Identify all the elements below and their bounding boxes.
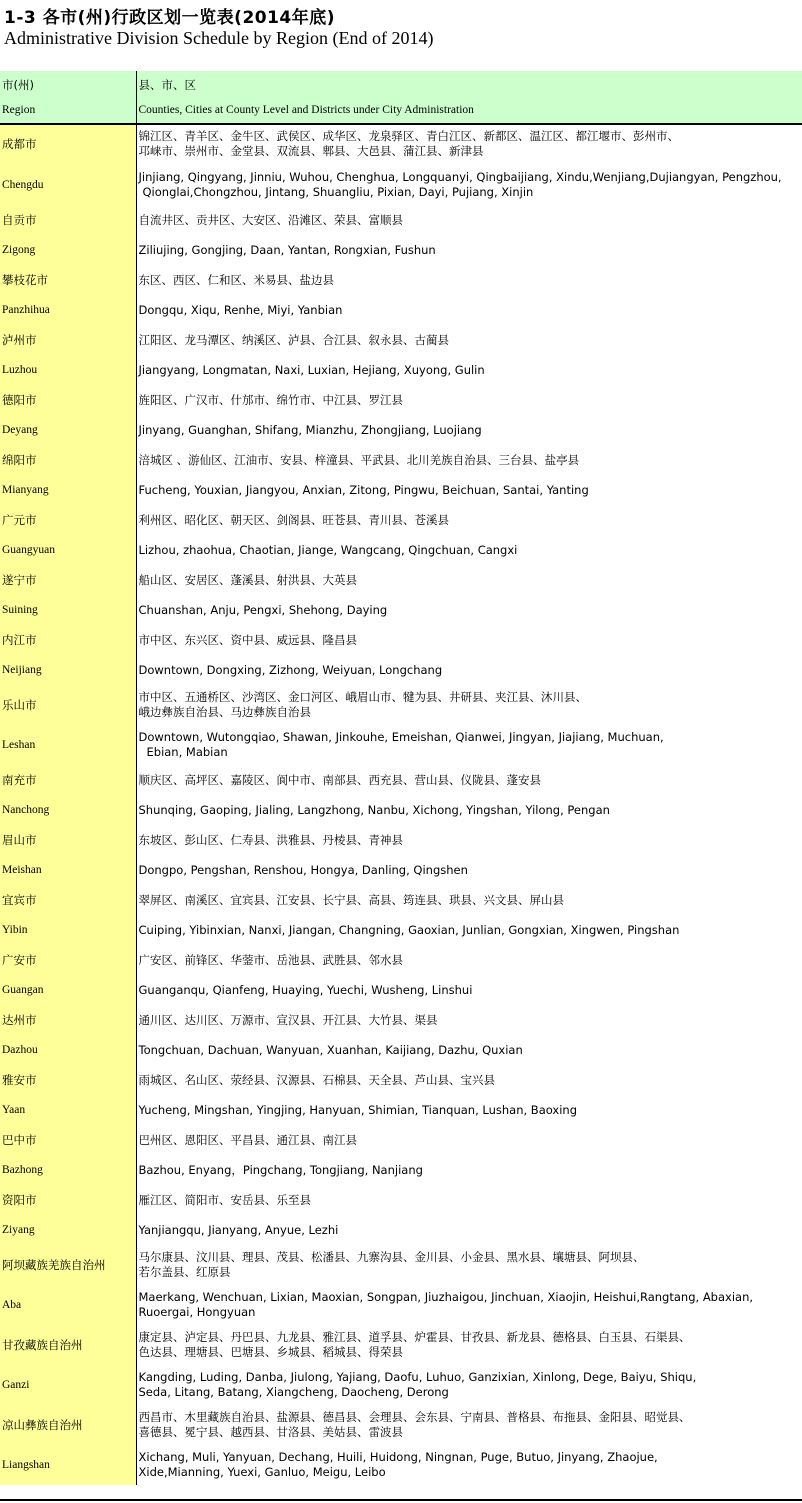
region-name-zh: 雅安市 [0,1065,136,1095]
county-list-line: 锦江区、青羊区、金牛区、武侯区、成华区、龙泉驿区、青白江区、新都区、温江区、都江堰市、彭州市、 [138,129,679,143]
county-list-zh [136,685,802,725]
county-list-line: Dongqu, Xiqu, Renhe, Miyi, Yanbian [138,302,343,317]
region-name-en: Ziyang [0,1215,136,1245]
table-row [0,295,802,325]
table-row [0,595,802,625]
county-list-en [136,1215,802,1245]
county-list-line: Chuanshan, Anju, Pengxi, Shehong, Daying [138,602,388,617]
county-list-en [136,295,802,325]
table-row [0,565,802,595]
region-name-zh: 甘孜藏族自治州 [0,1325,136,1365]
region-name-en: Guangan [0,975,136,1005]
county-list-line: Dongpo, Pengshan, Renshou, Hongya, Danling, Qingshen [138,862,468,877]
county-list-line: Ziliujing, Gongjing, Daan, Yantan, Rongxian, Fushun [138,242,436,257]
table-row [0,265,802,295]
region-name-zh: 巴中市 [0,1125,136,1155]
region-name-zh: 广安市 [0,945,136,975]
county-list-zh [136,1245,802,1285]
table-row [0,765,802,795]
header-counties-zh: 县、市、区 [136,71,802,97]
table-row [0,475,802,505]
table-row [0,1245,802,1285]
region-name-zh: 凉山彝族自治州 [0,1405,136,1445]
region-name-zh: 成都市 [0,123,136,165]
county-list-zh [136,1065,802,1095]
county-list-line: Downtown, Wutongqiao, Shawan, Jinkouhe, Emeishan, Qianwei, Jingyan, Jiajiang, Muchuan, [138,730,664,744]
county-list-line: 若尔盖县、红原县 [138,1265,231,1279]
region-name-en: Nanchong [0,795,136,825]
region-name-en: Panzhihua [0,295,136,325]
region-name-zh: 德阳市 [0,385,136,415]
county-list-en [136,725,802,765]
page-title-en: Administrative Division Schedule by Region (End of 2014) [4,28,434,48]
county-list-en [136,535,802,565]
table-row [0,1365,802,1405]
county-list-zh [136,505,802,535]
region-name-en: Liangshan [0,1445,136,1485]
table-row [0,825,802,855]
region-name-zh: 遂宁市 [0,565,136,595]
region-name-zh: 泸州市 [0,325,136,355]
county-list-line: Xichang, Muli, Yanyuan, Dechang, Huili, Huidong, Ningnan, Puge, Butuo, Jinyang, Zhaojue, [138,1450,658,1464]
county-list-line: 顺庆区、高坪区、嘉陵区、阆中市、南部县、西充县、营山县、仪陇县、蓬安县 [138,772,541,787]
county-list-line: 东区、西区、仁和区、米易县、盐边县 [138,272,334,287]
county-list-zh [136,325,802,355]
county-list-line: Qionglai,Chongzhou, Jintang, Shuangliu, Pixian, Dayi, Pujiang, Xinjin [142,185,534,199]
region-name-en: Bazhong [0,1155,136,1185]
region-name-zh: 自贡市 [0,205,136,235]
region-name-zh: 绵阳市 [0,445,136,475]
county-list-zh [136,1405,802,1445]
region-name-en: Deyang [0,415,136,445]
header-bottom-rule [0,123,802,125]
table-row [0,885,802,915]
county-list-zh [136,1325,802,1365]
region-name-en: Guangyuan [0,535,136,565]
table-row [0,975,802,1005]
table-row [0,445,802,475]
table-row [0,205,802,235]
county-list-zh [136,825,802,855]
county-list-en [136,355,802,385]
table-row [0,1155,802,1185]
county-list-en [136,235,802,265]
table-row [0,1035,802,1065]
county-list-line: Xide,Mianning, Yuexi, Ganluo, Meigu, Leibo [138,1465,386,1479]
table-row [0,1065,802,1095]
county-list-zh [136,385,802,415]
county-list-en [136,415,802,445]
county-list-en [136,1155,802,1185]
county-list-en [136,1035,802,1065]
county-list-zh [136,1185,802,1215]
county-list-line: 西昌市、木里藏族自治县、盐源县、德昌县、会理县、会东县、宁南县、普格县、布拖县、金阳县、昭觉县、 [138,1410,691,1424]
county-list-line: Jinjiang, Qingyang, Jinniu, Wuhou, Chenghua, Longquanyi, Qingbaijiang, Xindu,Wenjiang,Dujiangyan, Pengzhou, [138,170,782,184]
county-list-zh [136,885,802,915]
county-list-zh [136,445,802,475]
table-bottom-rule [0,1499,802,1501]
region-name-en: Yibin [0,915,136,945]
page-title-zh: 1-3 各市(州)行政区划一览表(2014年底) [4,8,336,28]
county-list-en [136,165,802,205]
county-list-line: Ruoergai, Hongyuan [138,1305,256,1319]
table-row [0,535,802,565]
county-list-line: Jinyang, Guanghan, Shifang, Mianzhu, Zhongjiang, Luojiang [138,422,482,437]
county-list-zh [136,565,802,595]
county-list-line: 涪城区 、游仙区、江油市、安县、梓潼县、平武县、北川羌族自治县、三台县、盐亭县 [138,452,580,467]
region-name-en: Dazhou [0,1035,136,1065]
county-list-line: Guanganqu, Qianfeng, Huaying, Yuechi, Wusheng, Linshui [138,982,473,997]
table-row [0,915,802,945]
table-row [0,385,802,415]
table-row [0,165,802,205]
county-list-line: Yanjiangqu, Jianyang, Anyue, Lezhi [138,1222,339,1237]
table-row [0,415,802,445]
county-list-zh [136,205,802,235]
region-name-en: Leshan [0,725,136,765]
table-row [0,1285,802,1325]
region-name-en: Zigong [0,235,136,265]
region-name-en: Yaan [0,1095,136,1125]
county-list-line: Seda, Litang, Batang, Xiangcheng, Daocheng, Derong [138,1385,449,1399]
table-row [0,505,802,535]
county-list-line: 马尔康县、汶川县、理县、茂县、松潘县、九寨沟县、金川县、小金县、黑水县、壤塘县、阿坝县、 [138,1250,645,1264]
region-name-en: Suining [0,595,136,625]
header-row-zh [0,71,802,97]
county-list-line: Fucheng, Youxian, Jiangyou, Anxian, Zitong, Pingwu, Beichuan, Santai, Yanting [138,482,589,497]
region-name-zh: 眉山市 [0,825,136,855]
county-list-zh [136,1005,802,1035]
county-list-zh [136,945,802,975]
table-row [0,1325,802,1365]
region-name-en: Ganzi [0,1365,136,1405]
table-row [0,1215,802,1245]
county-list-line: 江阳区、龙马潭区、纳溪区、泸县、合江县、叙永县、古蔺县 [138,332,449,347]
region-name-en: Meishan [0,855,136,885]
county-list-line: 喜德县、冕宁县、越西县、甘洛县、美姑县、雷波县 [138,1425,403,1439]
region-name-en: Luzhou [0,355,136,385]
county-list-line: Yucheng, Mingshan, Yingjing, Hanyuan, Shimian, Tianquan, Lushan, Baoxing [138,1102,578,1117]
county-list-en [136,915,802,945]
county-list-zh [136,625,802,655]
county-list-line: 翠屏区、南溪区、宜宾县、江安县、长宁县、高县、筠连县、珙县、兴文县、屏山县 [138,892,564,907]
county-list-en [136,1285,802,1325]
table-row [0,795,802,825]
table-row [0,1445,802,1485]
region-name-zh: 南充市 [0,765,136,795]
table-row [0,325,802,355]
table-row [0,235,802,265]
county-list-line: 利州区、昭化区、朝天区、剑阁县、旺苍县、青川县、苍溪县 [138,512,449,527]
county-list-line: 广安区、前锋区、华蓥市、岳池县、武胜县、邻水县 [138,952,403,967]
table-row [0,625,802,655]
county-list-line: Shunqing, Gaoping, Jialing, Langzhong, Nanbu, Xichong, Yingshan, Yilong, Pengan [138,802,610,817]
county-list-en [136,855,802,885]
county-list-en [136,1365,802,1405]
table-row [0,355,802,385]
county-list-zh [136,123,802,165]
region-name-en: Aba [0,1285,136,1325]
county-list-line: 雨城区、名山区、荥经县、汉源县、石棉县、天全县、芦山县、宝兴县 [138,1072,495,1087]
county-list-line: 雁江区、简阳市、安岳县、乐至县 [138,1192,311,1207]
county-list-line: 自流井区、贡井区、大安区、沿滩区、荣县、富顺县 [138,212,403,227]
table-row [0,123,802,165]
county-list-line: 旌阳区、广汉市、什邡市、绵竹市、中江县、罗江县 [138,392,403,407]
region-name-zh: 内江市 [0,625,136,655]
county-list-line: 色达县、理塘县、巴塘县、乡城县、稻城县、得荣县 [138,1345,403,1359]
county-list-line: 峨边彝族自治县、马边彝族自治县 [138,705,311,719]
county-list-en [136,1445,802,1485]
header-counties-en: Counties, Cities at County Level and Districts under City Administration [136,97,802,123]
region-name-zh: 达州市 [0,1005,136,1035]
table-row [0,1405,802,1445]
table-row [0,655,802,685]
header-region-zh: 市(州) [0,71,136,97]
county-list-en [136,1095,802,1125]
region-name-zh: 资阳市 [0,1185,136,1215]
region-name-en: Mianyang [0,475,136,505]
county-list-line: Downtown, Dongxing, Zizhong, Weiyuan, Longchang [138,662,443,677]
county-list-zh [136,765,802,795]
county-list-line: Jiangyang, Longmatan, Naxi, Luxian, Hejiang, Xuyong, Gulin [138,362,485,377]
region-name-en: Chengdu [0,165,136,205]
table-row [0,725,802,765]
region-name-zh: 宜宾市 [0,885,136,915]
county-list-line: Cuiping, Yibinxian, Nanxi, Jiangan, Changning, Gaoxian, Junlian, Gongxian, Xingwen, Pingshan [138,922,680,937]
county-list-line: Bazhou, Enyang，Pingchang, Tongjiang, Nanjiang [138,1162,423,1177]
division-table [0,71,802,1485]
county-list-zh [136,1125,802,1155]
region-name-zh: 攀枝花市 [0,265,136,295]
table-row [0,685,802,725]
region-name-zh: 广元市 [0,505,136,535]
county-list-line: Kangding, Luding, Danba, Jiulong, Yajiang, Daofu, Luhuo, Ganzixian, Xinlong, Dege, Baiyu, Shiqu, [138,1370,697,1384]
header-region-en: Region [0,97,136,123]
county-list-line: 市中区、东兴区、资中县、威远县、隆昌县 [138,632,357,647]
county-list-en [136,595,802,625]
header-row-en [0,97,802,123]
table-row [0,1095,802,1125]
county-list-zh [136,265,802,295]
table-row [0,945,802,975]
county-list-line: Lizhou, zhaohua, Chaotian, Jiange, Wangcang, Qingchuan, Cangxi [138,542,518,557]
county-list-line: 船山区、安居区、蓬溪县、射洪县、大英县 [138,572,357,587]
table-row [0,1005,802,1035]
region-name-en: Neijiang [0,655,136,685]
county-list-line: 巴州区、恩阳区、平昌县、通江县、南江县 [138,1132,357,1147]
county-list-en [136,795,802,825]
region-name-zh: 乐山市 [0,685,136,725]
county-list-line: Ebian, Mabian [146,745,228,759]
table-row [0,1125,802,1155]
county-list-line: 东坡区、彭山区、仁寿县、洪雅县、丹棱县、青神县 [138,832,403,847]
county-list-line: Maerkang, Wenchuan, Lixian, Maoxian, Songpan, Jiuzhaigou, Jinchuan, Xiaojin, Heishui,Rangtang, Abaxian, [138,1290,754,1304]
county-list-line: Tongchuan, Dachuan, Wanyuan, Xuanhan, Kaijiang, Dazhu, Quxian [138,1042,523,1057]
county-list-line: 邛崃市、崇州市、金堂县、双流县、郫县、大邑县、蒲江县、新津县 [138,144,484,158]
county-list-en [136,475,802,505]
county-list-en [136,975,802,1005]
table-row [0,855,802,885]
table-row [0,1185,802,1215]
county-list-en [136,655,802,685]
county-list-line: 通川区、达川区、万源市、宣汉县、开江县、大竹县、渠县 [138,1012,438,1027]
region-name-zh: 阿坝藏族羌族自治州 [0,1245,136,1285]
county-list-line: 市中区、五通桥区、沙湾区、金口河区、峨眉山市、犍为县、井研县、夹江县、沐川县、 [138,690,587,704]
county-list-line: 康定县、泸定县、丹巴县、九龙县、雅江县、道孚县、炉霍县、甘孜县、新龙县、德格县、白玉县、石渠县、 [138,1330,691,1344]
